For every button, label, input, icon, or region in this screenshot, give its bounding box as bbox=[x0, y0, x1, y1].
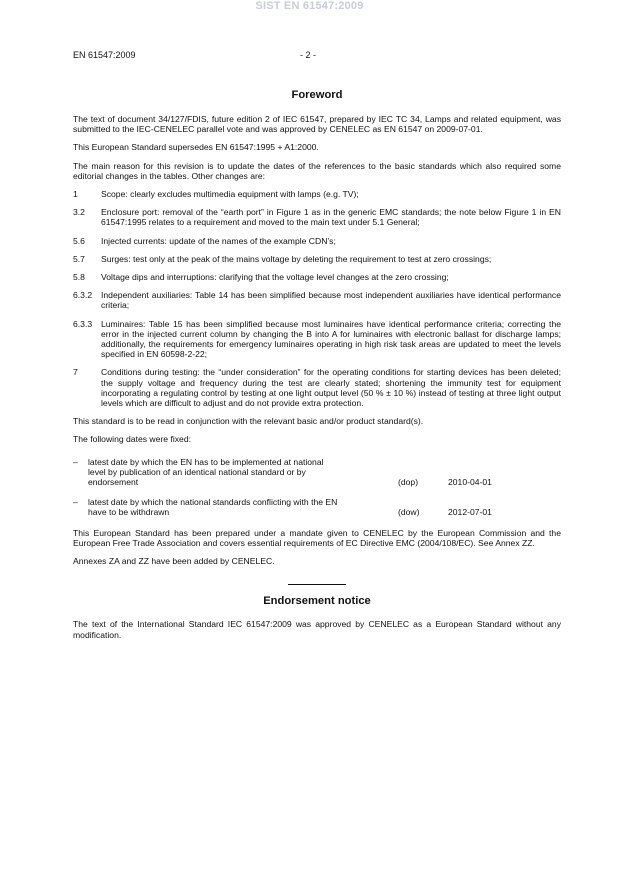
item-text: Scope: clearly excludes multimedia equipment with lamps (e.g. TV); bbox=[101, 189, 359, 200]
dates-list bbox=[73, 457, 561, 518]
item-text: Conditions during testing: the “under consideration” for the operating conditions for starting devices has been deleted; the supply voltage and frequency during the test are clearly stated; shortening the immunity test for equipment incorporating a regulating control by testing at one light output level (50 % ± 10 %) instead of testing at three light output levels which are difficult to adjust and do not provide extra protection. bbox=[101, 367, 561, 409]
endorsement-title: Endorsement notice bbox=[263, 595, 371, 608]
item-number: 7 bbox=[73, 367, 78, 378]
changes-list bbox=[73, 189, 561, 408]
paragraph: The following dates were fixed: bbox=[73, 434, 191, 445]
list-item bbox=[73, 189, 561, 199]
date-description: latest date by which the EN has to be implemented at national level by publication of an identical national standard or by endorsement bbox=[88, 456, 324, 488]
date-row bbox=[73, 457, 561, 488]
item-number: 3.2 bbox=[73, 207, 85, 218]
list-item bbox=[73, 272, 561, 282]
paragraph: Annexes ZA and ZZ have been added by CENELEC. bbox=[73, 556, 275, 567]
item-text: Luminaires: Table 15 has been simplified because most luminaires have identical performance criteria; correcting the error in the injected current column by changing the B into A for luminaires with electronic ballast for discharge lamps; additionally, the requirements for emergency luminaires operating in high risk task areas are updated to meet the levels specified in EN 60598-2-22; bbox=[101, 318, 561, 360]
item-text: Surges: test only at the peak of the mains voltage by deleting the requirement to test at zero crossings; bbox=[101, 253, 492, 264]
header-standard: EN 61547:2009 bbox=[73, 50, 136, 60]
date-abbr: (dop) bbox=[398, 477, 419, 488]
item-number: 5.8 bbox=[73, 272, 85, 283]
list-item bbox=[73, 319, 561, 360]
item-number: 6.3.2 bbox=[73, 290, 93, 301]
paragraph: This standard is to be read in conjunction with the relevant basic and/or product standard(s). bbox=[73, 416, 424, 427]
item-number: 5.6 bbox=[73, 235, 85, 246]
paragraph: The text of document 34/127/FDIS, future edition 2 of IEC 61547, prepared by IEC TC 34, Lamps and related equipment, was submitted to the IEC-CENELEC parallel vote and was approved by CENELEC as EN 61547 on 2009-07-01. bbox=[73, 114, 561, 135]
list-item bbox=[73, 207, 561, 227]
item-number: 1 bbox=[73, 189, 78, 200]
list-item bbox=[73, 367, 561, 408]
paragraph: This European Standard supersedes EN 61547:1995 + A1:2000. bbox=[73, 142, 319, 153]
date-value: 2010-04-01 bbox=[448, 477, 492, 488]
item-text: Independent auxiliaries: Table 14 has been simplified because most independent auxiliaries have identical performance criteria; bbox=[101, 290, 561, 311]
list-item bbox=[73, 290, 561, 310]
paragraph: The main reason for this revision is to update the dates of the references to the basic standards which also required some editorial changes in the tables. Other changes are: bbox=[73, 160, 561, 181]
item-number: 5.7 bbox=[73, 253, 85, 264]
item-text: Injected currents: update of the names of the example CDN’s; bbox=[101, 235, 336, 246]
paragraph: This European Standard has been prepared under a mandate given to CENELEC by the European Commission and the European Free Trade Association and covers essential requirements of EC Directive EMC (2004/108/EC). See Annex ZZ. bbox=[73, 527, 561, 548]
page-number: - 2 - bbox=[300, 50, 317, 60]
date-abbr: (dow) bbox=[398, 507, 420, 518]
paragraph: The text of the International Standard IEC 61547:2009 was approved by CENELEC as a European Standard without any modification. bbox=[73, 619, 561, 640]
item-text: Enclosure port: removal of the “earth port” in Figure 1 as in the generic EMC standards; the note below Figure 1 in EN 61547:1995 relates to a requirement and moved to the main text under 5.1 General; bbox=[101, 207, 561, 228]
section-divider bbox=[288, 584, 346, 585]
list-item bbox=[73, 254, 561, 264]
dash: – bbox=[73, 497, 78, 508]
date-row bbox=[73, 497, 561, 517]
document-body bbox=[73, 89, 561, 648]
dash: – bbox=[73, 456, 78, 467]
watermark: SIST EN 61547:2009 bbox=[255, 0, 364, 12]
item-number: 6.3.3 bbox=[73, 318, 93, 329]
item-text: Voltage dips and interruptions: clarifying that the voltage level changes at the zero crossing; bbox=[101, 272, 449, 283]
list-item bbox=[73, 236, 561, 246]
date-value: 2012-07-01 bbox=[448, 507, 492, 518]
date-description: latest date by which the national standards conflicting with the EN have to be withdrawn bbox=[88, 497, 338, 518]
foreword-title: Foreword bbox=[291, 89, 343, 101]
